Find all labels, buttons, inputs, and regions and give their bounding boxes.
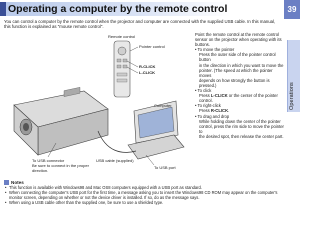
instruction-text: . bbox=[228, 108, 230, 114]
notes-section bbox=[4, 180, 284, 205]
note-item: • When connecting the computer's USB port for the first time, a message asking you to insert the Windows98 CD ROM may appear on the computer's bbox=[9, 190, 284, 195]
notes-list bbox=[4, 185, 284, 205]
usb-connector-label: To USB connector bbox=[32, 158, 65, 163]
intro-text bbox=[4, 19, 284, 30]
note-item: • This function is available with Windows98 and Mac OS8 computers equipped with a USB port as standard. bbox=[9, 185, 284, 190]
instruction-text: Press the outer side of the pointer control button bbox=[199, 52, 276, 63]
intro-line: this function is explained as "mouse remote control". bbox=[4, 24, 104, 30]
right-click-heading: • To right-click bbox=[195, 103, 221, 109]
remote-control-label: Remote control bbox=[108, 34, 136, 39]
computer-label: Computer bbox=[154, 103, 172, 108]
remote-control-illustration bbox=[114, 41, 130, 97]
usb-connector-note: Be sure to connect in the proper bbox=[32, 163, 89, 168]
instruction-text: control. bbox=[199, 98, 213, 104]
click-heading: • To click bbox=[195, 88, 212, 94]
instruction-text: in the direction in which you want to move the bbox=[199, 62, 284, 68]
l-click-key: L-CLICK bbox=[210, 93, 228, 99]
r-click-label: R-CLICK bbox=[139, 64, 156, 69]
usb-connector-note: direction. bbox=[32, 168, 49, 173]
section-side-tab bbox=[287, 40, 300, 112]
drag-drop-heading: • To drag and drop bbox=[195, 113, 230, 119]
page-number: 39 bbox=[284, 0, 300, 19]
instruction-text: pointer. (The speed at which the pointer moves bbox=[199, 67, 273, 78]
connection-diagram bbox=[6, 31, 186, 179]
page-title: Operating a computer by the remote control bbox=[8, 3, 228, 15]
instruction-text: sensor on the projector when operating with its bbox=[195, 37, 282, 43]
computer-illustration bbox=[128, 101, 184, 159]
instruction-text: control, press the rim side to move the pointer to bbox=[199, 123, 284, 134]
instructions-column bbox=[195, 32, 285, 139]
intro-line: You can control a computer by the remote control when the projector and computer are connected with the supplied USB cable. In this manual, bbox=[4, 19, 276, 24]
section-side-tab-label: Operations bbox=[289, 82, 295, 110]
note-item: • When using a USB cable other than the supplied one, be sure to use a shielded type. bbox=[9, 200, 284, 205]
instruction-text: buttons. bbox=[195, 42, 210, 48]
instruction-text: or the center of the pointer bbox=[227, 93, 278, 99]
pointer-control-label: Pointer control bbox=[139, 44, 165, 49]
notes-heading-label: Notes bbox=[11, 180, 24, 185]
instruction-text: Press bbox=[199, 93, 211, 99]
instruction-text: depends on how strongly the button is pressed.) bbox=[199, 77, 270, 88]
r-click-key: R-CLICK bbox=[210, 108, 229, 114]
move-pointer-heading: • To move the pointer bbox=[195, 47, 235, 53]
instruction-text: While holding down the center of the pointer bbox=[199, 118, 281, 124]
instruction-text: Press bbox=[199, 108, 211, 114]
projector-illustration bbox=[14, 87, 108, 155]
page-header bbox=[0, 0, 285, 17]
instruction-text: the desired spot, then release the center part. bbox=[199, 133, 284, 139]
l-click-label: L-CLICK bbox=[139, 70, 155, 75]
usb-port-label: To USB port bbox=[154, 165, 176, 170]
header-accent-block bbox=[0, 2, 6, 16]
connection-figure bbox=[6, 31, 186, 179]
instruction-text: Point the remote control at the remote control bbox=[195, 32, 280, 37]
usb-cable-label: USB cable (supplied) bbox=[96, 158, 134, 163]
note-item-continuation: monitor screen, depending on whether or not the device driver is installed. If so, do as the message says. bbox=[9, 195, 200, 200]
